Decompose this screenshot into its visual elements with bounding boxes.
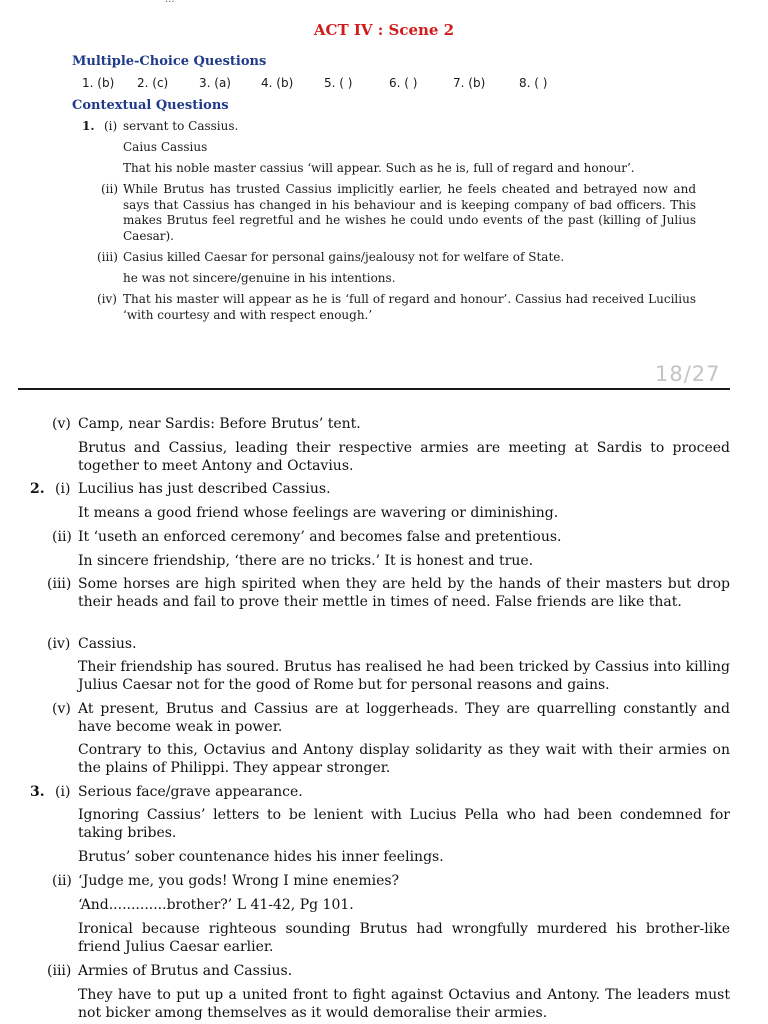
item-label: (iii)	[97, 250, 118, 264]
answer-text: In sincere friendship, ‘there are no tricks.’ It is honest and true.	[78, 553, 534, 569]
contextual-heading: Contextual Questions	[72, 98, 229, 113]
mcq-answer: 1. (b)	[82, 76, 115, 90]
answer-text: Brutus’ sober countenance hides his inner feelings.	[78, 849, 444, 865]
bottom-page-section	[0, 393, 768, 1024]
item-label: (iv)	[97, 292, 117, 306]
answer-text: It ‘useth an enforced ceremony’ and becomes false and pretentious.	[78, 529, 562, 545]
item-label: (iii)	[47, 576, 72, 592]
answer-paragraph: They have to put up a united front to fight against Octavius and Antony. The leaders must not bicker among themselves as it would demoralise their armies.	[78, 987, 730, 1021]
answer-paragraph: Contrary to this, Octavius and Antony display solidarity as they wait with their armies on the plains of Philippi. They appear stronger.	[78, 742, 730, 776]
answer-text: That his noble master cassius ‘will appear. Such as he is, full of regard and honour’.	[123, 161, 635, 175]
answer-text: servant to Cassius.	[123, 119, 239, 133]
answer-paragraph: While Brutus has trusted Cassius implicitly earlier, he feels cheated and betrayed now and says that Cassius has changed in his behaviour and is keeping company of bad officers. This makes Brutus feel regretful and he wishes he could undo events of the past (killing of Julius Caesar).	[123, 182, 696, 243]
answer-paragraph: Ironical because righteous sounding Brutus had wrongfully murdered his brother-like friend Julius Caesar earlier.	[78, 921, 730, 955]
item-label: (ii)	[52, 529, 72, 545]
item-label: (v)	[52, 701, 71, 717]
answer-text: Camp, near Sardis: Before Brutus’ tent.	[78, 416, 361, 432]
item-label: (i)	[55, 481, 71, 497]
mcq-answer: 6. ( )	[389, 76, 418, 90]
answer-paragraph: At present, Brutus and Cassius are at loggerheads. They are quarrelling constantly and have become weak in power.	[78, 701, 730, 735]
act-title: ACT IV : Scene 2	[313, 21, 455, 39]
answer-text: Lucilius has just described Cassius.	[78, 481, 331, 497]
item-label: (ii)	[101, 182, 119, 196]
stray-text	[165, 0, 175, 5]
answer-text: Casius killed Caesar for personal gains/jealousy not for welfare of State.	[123, 250, 565, 264]
answer-text: ‘And.............brother?’ L 41-42, Pg 101.	[78, 897, 354, 913]
answer-text: ‘Judge me, you gods! Wrong I mine enemies?	[78, 873, 400, 889]
answer-text: he was not sincere/genuine in his intentions.	[123, 271, 396, 285]
item-label: (i)	[55, 784, 71, 800]
item-label: (ii)	[52, 873, 72, 889]
mcq-heading: Multiple-Choice Questions	[72, 54, 267, 69]
mcq-answer: 8. ( )	[519, 76, 548, 90]
mcq-answer: 4. (b)	[261, 76, 294, 90]
top-page-section	[0, 0, 768, 385]
mcq-answer: 3. (a)	[199, 76, 231, 90]
item-label: (v)	[52, 416, 71, 432]
page-counter: 18/27	[655, 362, 721, 386]
answer-paragraph: Brutus and Cassius, leading their respective armies are meeting at Sardis to proceed together to meet Antony and Octavius.	[78, 440, 730, 474]
answer-text: Caius Cassius	[123, 140, 208, 154]
answer-text: Serious face/grave appearance.	[78, 784, 303, 800]
item-label: (iv)	[47, 636, 71, 652]
question-number: 1.	[82, 119, 95, 133]
mcq-answer-row	[82, 76, 682, 92]
item-label: (iii)	[47, 963, 72, 979]
answer-paragraph: Ignoring Cassius’ letters to be lenient with Lucius Pella who had been condemned for taking bribes.	[78, 807, 730, 841]
question-number: 3.	[30, 784, 45, 800]
question-number: 2.	[30, 481, 45, 497]
answer-text: Armies of Brutus and Cassius.	[78, 963, 293, 979]
page-divider	[18, 388, 730, 390]
answer-paragraph: Their friendship has soured. Brutus has realised he had been tricked by Cassius into killing Julius Caesar not for the good of Rome but for personal reasons and gains.	[78, 659, 730, 693]
answer-text: It means a good friend whose feelings are wavering or diminishing.	[78, 505, 559, 521]
answer-paragraph: Some horses are high spirited when they are held by the hands of their masters but drop their heads and fail to prove their mettle in times of need. False friends are like that.	[78, 576, 730, 610]
item-label: (i)	[104, 119, 118, 133]
mcq-answer: 5. ( )	[324, 76, 353, 90]
mcq-answer: 7. (b)	[453, 76, 486, 90]
answer-text: Cassius.	[78, 636, 137, 652]
mcq-answer: 2. (c)	[137, 76, 169, 90]
answer-paragraph: That his master will appear as he is ‘full of regard and honour’. Cassius had received Lucilius ‘with courtesy and with respect enough.’	[123, 292, 696, 322]
